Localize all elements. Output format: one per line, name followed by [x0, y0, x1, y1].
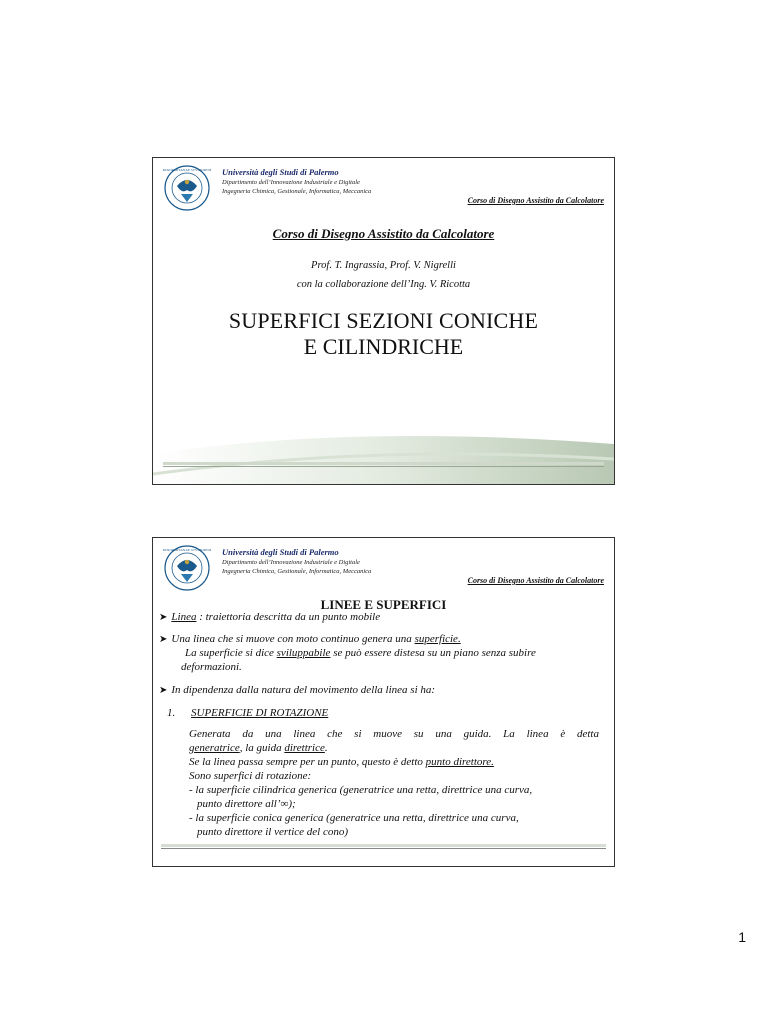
university-name: Università degli Studi di Palermo [222, 167, 339, 177]
bullet-text: Una linea che si muove con moto continuo genera una [171, 633, 415, 645]
department-line-2: Ingegneria Chimica, Gestionale, Informatica, Meccanica [222, 568, 372, 575]
page-number: 1 [738, 929, 746, 945]
slide-header [153, 538, 614, 596]
paragraph-line: punto direttore all’∞); [197, 798, 296, 810]
svg-text:PANORMITANAE STVDIORVM: PANORMITANAE STVDIORVM [162, 168, 212, 172]
bullet-dipendenza [159, 684, 435, 697]
paragraph-line: Generata da una linea che si muove su una guida. La linea è detta [189, 728, 599, 740]
term-superficie: superficie. [414, 633, 461, 645]
bullet-superficie [159, 633, 461, 646]
term-punto-direttore: punto direttore. [425, 756, 494, 768]
section-number: 1. [167, 707, 176, 719]
paragraph-line: punto direttore il vertice del cono) [197, 826, 349, 838]
bullet-text-line: deformazioni. [181, 661, 242, 673]
slide-1 [152, 157, 615, 485]
arrow-bullet-icon: ➤ [159, 685, 168, 696]
university-seal-icon [159, 544, 215, 592]
collaboration: con la collaborazione dell’Ing. V. Ricotta [296, 279, 471, 290]
university-name: Università degli Studi di Palermo [222, 547, 339, 557]
slide-header [153, 158, 614, 216]
svg-text:PANORMITANAE STVDIORVM: PANORMITANAE STVDIORVM [162, 548, 212, 552]
bullet-text: : traiettoria descritta da un punto mobile [196, 611, 381, 623]
professors: Prof. T. Ingrassia, Prof. V. Nigrelli [311, 260, 456, 271]
decorative-swoosh [153, 414, 614, 484]
arrow-bullet-icon: ➤ [159, 634, 168, 645]
paragraph-line: Se la linea passa sempre per un punto, questo è detto punto direttore. [189, 756, 494, 768]
term-direttrice: direttrice [284, 742, 325, 754]
paragraph-line: - la superficie cilindrica generica (generatrice una retta, direttrice una curva, [189, 784, 533, 796]
term-linea: Linea [171, 611, 197, 623]
course-tag: Corso di Disegno Assistito da Calcolatore [467, 576, 604, 585]
paragraph-line: generatrice, la guida direttrice. [189, 742, 328, 754]
term-generatrice: generatrice [189, 742, 240, 754]
footer-rule [161, 844, 606, 847]
footer-rule [161, 848, 606, 849]
course-tag: Corso di Disegno Assistito da Calcolatore [467, 196, 604, 205]
paragraph-line: - la superficie conica generica (generatrice una retta, direttrice una curva, [189, 812, 519, 824]
term-sviluppabile: sviluppabile [276, 647, 331, 659]
department-line-2: Ingegneria Chimica, Gestionale, Informatica, Meccanica [222, 188, 372, 195]
section-title: SUPERFICIE DI ROTAZIONE [191, 707, 329, 719]
slide-2 [152, 537, 615, 867]
university-seal-icon [159, 164, 215, 212]
bullet-linea [159, 611, 380, 624]
department-line-1: Dipartimento dell’Innovazione Industriale e Digitale [222, 559, 360, 566]
slide-title-line-2: E CILINDRICHE [303, 334, 464, 359]
paragraph-line: Sono superfici di rotazione: [189, 770, 312, 782]
bullet-text-line: La superficie si dice sviluppabile se può essere distesa su un piano senza subire [185, 647, 536, 659]
section-heading: LINEE E SUPERFICI [320, 597, 447, 612]
slide-title-line-1: SUPERFICI SEZIONI CONICHE [228, 308, 539, 333]
department-line-1: Dipartimento dell’Innovazione Industriale e Digitale [222, 179, 360, 186]
bullet-text: In dipendenza dalla natura del movimento della linea si ha: [171, 684, 436, 696]
arrow-bullet-icon: ➤ [159, 612, 168, 623]
course-title: Corso di Disegno Assistito da Calcolatore [272, 226, 495, 241]
